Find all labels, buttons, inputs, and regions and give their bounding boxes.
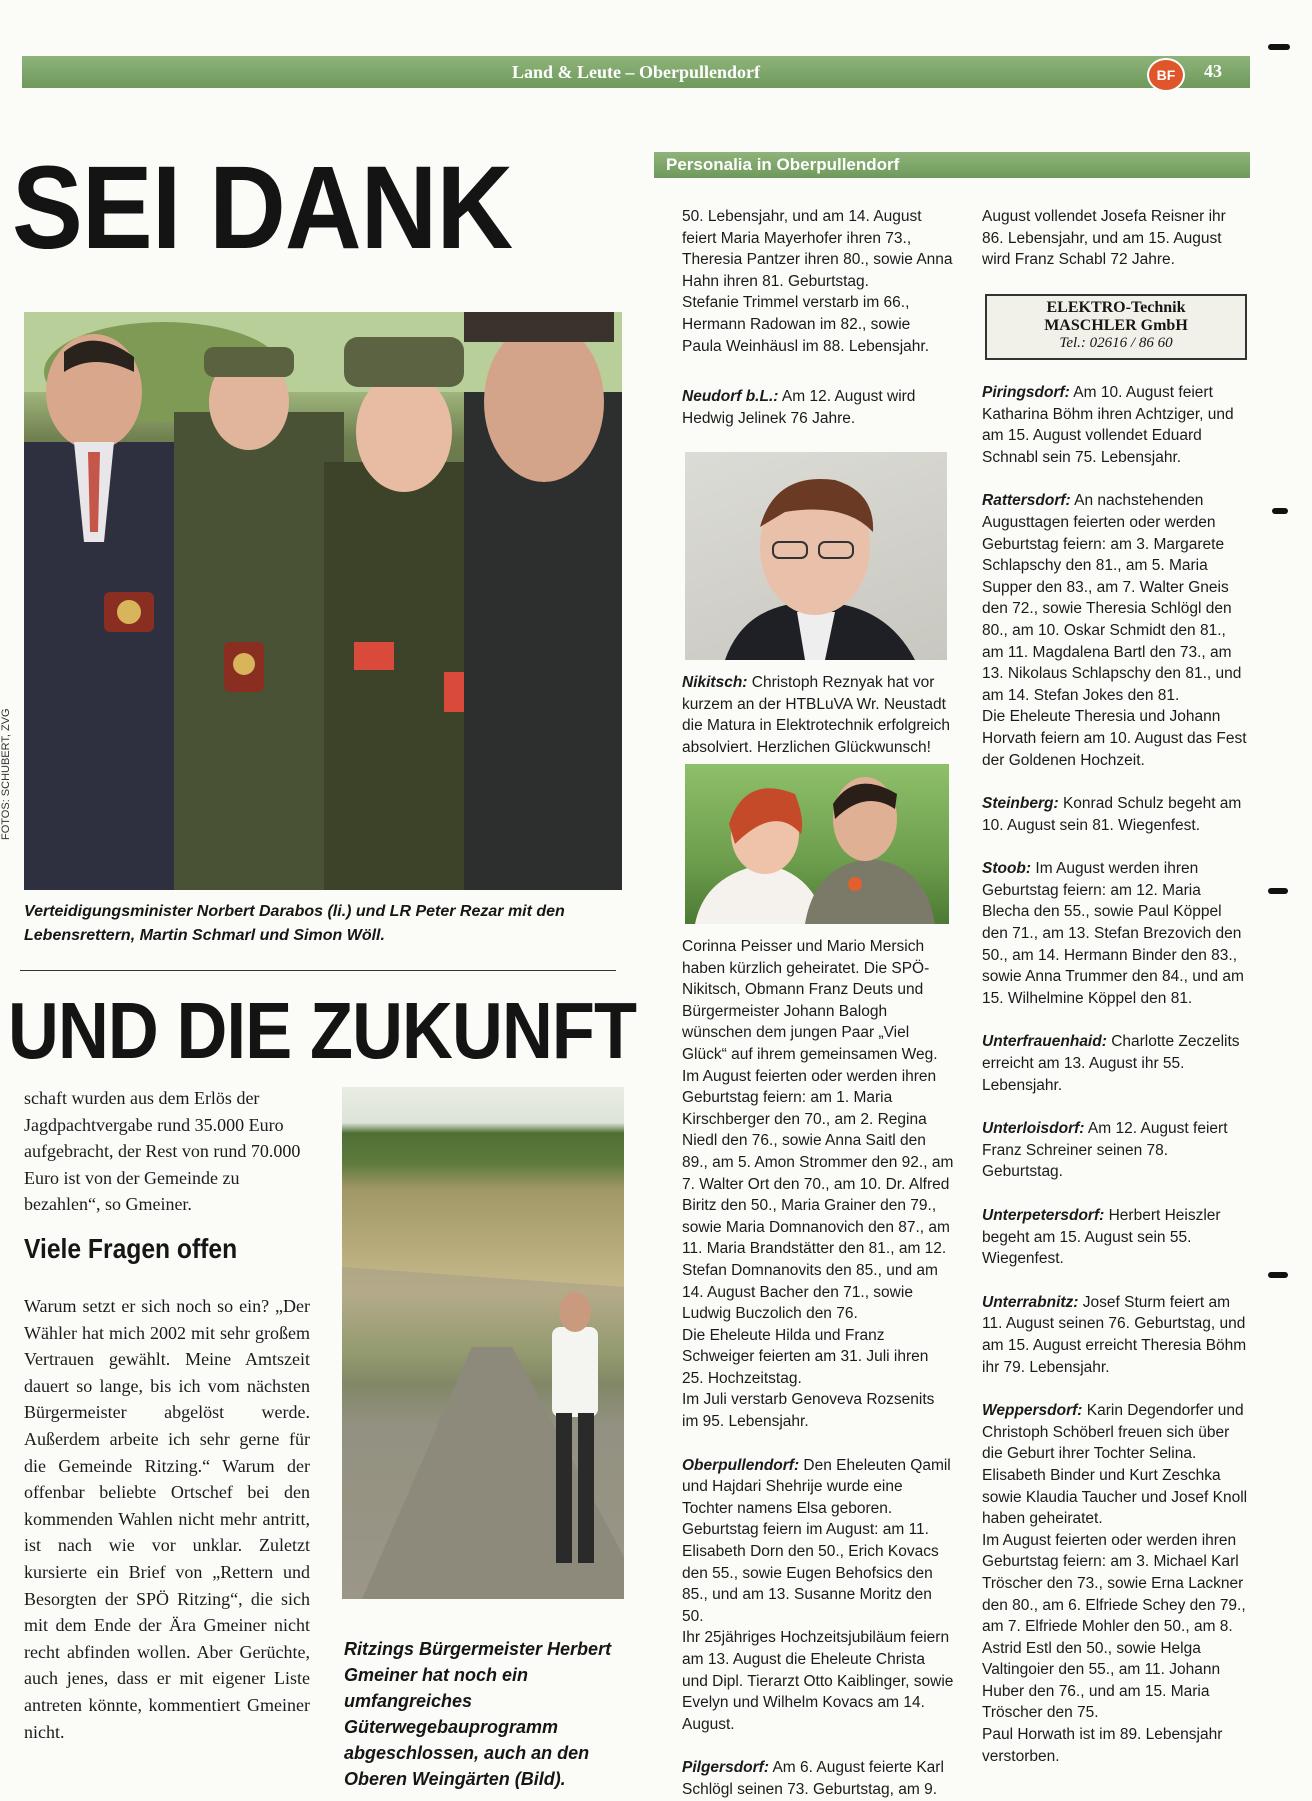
article-subheading: Viele Fragen offen bbox=[24, 1233, 238, 1264]
entry-neudorf bbox=[682, 386, 954, 429]
personalia-col3-main bbox=[982, 382, 1250, 1767]
entry-text: Konrad Schulz begeht am 10. August sein 81. Wiegenfest. bbox=[982, 795, 1242, 834]
entry-text: Am 6. August feierte Karl Schlögl seinen 73. Geburtstag, am 9. bbox=[682, 1759, 944, 1798]
scan-mark bbox=[1268, 44, 1290, 50]
personalia-header-bar bbox=[654, 152, 1250, 178]
place-piringsdorf: Piringsdorf: bbox=[982, 384, 1070, 401]
personalia-col3-top bbox=[982, 206, 1250, 271]
personalia-text: Paul Horwath ist im 89. Lebensjahr verstorben. bbox=[982, 1726, 1223, 1765]
personalia-text: Corinna Peisser und Mario Mersich haben kürzlich geheiratet. Die SPÖ-Nikitsch, Obmann Franz Deuts und Bürgermeister Johann Balogh wünschen dem jungen Paar „Viel Glück“ auf ihrem gemeinsamen Weg. bbox=[682, 938, 938, 1063]
place-stoob: Stoob: bbox=[982, 860, 1032, 878]
entry-text: Am 12. August feiert Franz Schreiner seinen 78. Geburtstag. bbox=[982, 1120, 1228, 1181]
advert-elektro-maschler bbox=[985, 294, 1247, 360]
entry-text: Christoph Reznyak hat vor kurzem an der HTBLuVA Wr. Neustadt die Matura in Elektrotechnik erfolgreich absolviert. Herzlichen Glückwunsch! bbox=[682, 674, 950, 756]
advert-phone: Tel.: 02616 / 86 60 bbox=[1059, 335, 1173, 351]
place-weppersdorf: Weppersdorf: bbox=[982, 1402, 1083, 1420]
advert-line1: ELEKTRO-Technik bbox=[1046, 299, 1186, 316]
photo-wedding-couple bbox=[685, 764, 949, 924]
place-unterpetersdorf: Unterpetersdorf: bbox=[982, 1207, 1105, 1224]
place-rattersdorf: Rattersdorf: bbox=[982, 492, 1071, 510]
place-unterloisdorf: Unterloisdorf: bbox=[982, 1120, 1085, 1138]
personalia-text: Die Eheleute Theresia und Johann Horvath feiern am 10. August das Fest der Goldenen Hochzeit. bbox=[982, 708, 1247, 769]
page-number: 43 bbox=[1204, 61, 1222, 81]
personalia-text: Elisabeth Binder und Kurt Zeschka sowie Klaudia Taucher und Josef Knoll haben geheiratet. bbox=[982, 1466, 1248, 1528]
entry-text: An nachstehenden Augusttagen feierten oder werden Geburtstag feiern: am 3. Margarete Schlapschy den 81., am 5. Maria Supper den 83., am 7. Walter Gneis den 72., sowie Theresia Schlögl den 80., am 10. Oskar Schmidt den 81., am 11. Magdalena Bartl den 73., am 13. Nikolaus Schlapschy den 81., und am 14. Stefan Jokes den 81. bbox=[982, 492, 1242, 704]
advert-line2: MASCHLER GmbH bbox=[1044, 317, 1188, 334]
mayor-road-illustration bbox=[342, 1087, 624, 1599]
scan-mark bbox=[1272, 508, 1288, 514]
place-steinberg: Steinberg: bbox=[982, 795, 1059, 813]
scan-mark bbox=[1268, 888, 1288, 894]
place-unterfrauenhaid: Unterfrauenhaid: bbox=[982, 1033, 1107, 1051]
caption-medal-ceremony: Verteidigungsminister Norbert Darabos (li.) und LR Peter Rezar mit den Lebensrettern, Martin Schmarl und Simon Wöll. bbox=[24, 903, 565, 944]
wedding-illustration bbox=[685, 764, 949, 924]
caption-mayor-road: Ritzings Bürgermeister Herbert Gmeiner hat noch ein umfangreiches Güterwegebauprogramm abgeschlossen, auch an den Oberen Weingärten (Bild). bbox=[344, 1639, 612, 1789]
article-body: Warum setzt er sich noch so ein? „Der Wähler hat mich 2002 mit sehr großem Vertrauen gewählt. Meine Amtszeit dauert so lange, bis ich vom nächsten Bürgermeister abgelöst werde. Außerdem arbeite ich sehr gerne für die Gemeinde Ritzing.“ Warum der offenbar beliebte Ortschef bei den kommenden Wahlen nicht mehr antritt, ist nach wie vor unklar. Zuletzt kursierte ein Brief von „Rettern und Besorgten der SPÖ Ritzing“, die sich mit dem Ende der Ära Gmeiner nicht recht abfinden wollen. Aber Gerüchte, auch jenes, dass er mit eigener Liste antreten könnte, kommentiert Gmeiner nicht. bbox=[24, 1296, 310, 1742]
section-title: Land & Leute – Oberpullendorf bbox=[511, 62, 761, 82]
portrait-illustration bbox=[685, 452, 947, 660]
section-header-bar bbox=[22, 56, 1250, 88]
entry-text: Den Eheleuten Qamil und Hajdari Shehrije wurde eine Tochter namens Elsa geboren. bbox=[682, 1456, 951, 1517]
entry-text: Am 12. August wird Hedwig Jelinek 76 Jahre. bbox=[682, 388, 916, 427]
photo-credit: FOTOS: SCHUBERT, ZVG bbox=[0, 708, 12, 840]
entry-text: Charlotte Zeczelits erreicht am 13. August ihr 55. Lebensjahr. bbox=[982, 1033, 1240, 1094]
entry-text: Im August werden ihren Geburtstag feiern: am 12. Maria Blecha den 55., sowie Paul Köppel den 71., am 13. Stefan Brezovich den 50., am 14. Hermann Binder den 83., sowie Anna Trummer den 84., und am 15. Wilhelmine Köppel den 81. bbox=[982, 860, 1244, 1007]
entry-text: Herbert Heiszler begeht am 15. August sein 55. Wiegenfest. bbox=[982, 1207, 1221, 1268]
place-unterrabnitz: Unterrabnitz: bbox=[982, 1293, 1079, 1311]
personalia-text: 50. Lebensjahr, und am 14. August feiert Maria Mayerhofer ihren 73., Theresia Pantzer ihren 80., sowie Anna Hahn ihren 81. Geburtstag. bbox=[682, 208, 953, 290]
place-pilgersdorf: Pilgersdorf: bbox=[682, 1759, 769, 1777]
photo-mayor-road bbox=[342, 1087, 624, 1599]
divider bbox=[20, 970, 616, 971]
photo-medal-ceremony bbox=[24, 312, 622, 890]
place-nikitsch: Nikitsch: bbox=[682, 674, 748, 691]
personalia-text: Geburtstag feiern im August: am 11. Elisabeth Dorn den 50., Erich Kovacs den 55., sowie Eugen Behofsics den 85., und am 13. Susanne Moritz den 50. bbox=[682, 1521, 939, 1625]
headline-und-die-zukunft: UND DIE ZUKUNFT bbox=[8, 986, 637, 1075]
place-neudorf: Neudorf b.L.: bbox=[682, 388, 779, 405]
scan-mark bbox=[1268, 1272, 1288, 1278]
article-intro: schaft wurden aus dem Erlös der Jagdpachtvergabe rund 35.000 Euro aufgebracht, der Rest von rund 70.000 Euro ist von der Gemeinde zu bezahlen“, so Gmeiner. bbox=[24, 1088, 301, 1215]
headline-sei-dank: SEI DANK bbox=[12, 142, 513, 274]
photo-christoph-reznyak bbox=[685, 452, 947, 660]
bf-logo: BF bbox=[1147, 58, 1185, 92]
personalia-text: Im Juli verstarb Genoveva Rozsenits im 95. Lebensjahr. bbox=[682, 1391, 935, 1431]
personalia-title: Personalia in Oberpullendorf bbox=[666, 155, 900, 174]
entry-nikitsch bbox=[682, 672, 954, 758]
personalia-text: Ihr 25jähriges Hochzeitsjubiläum feiern am 13. August die Eheleute Christa und Dipl. Tierarzt Otto Kaiblinger, sowie Evelyn und Wilhelm Kovacs am 14. August. bbox=[682, 1629, 954, 1733]
personalia-text: Die Eheleute Hilda und Franz Schweiger feierten am 31. Juli ihren 25. Hochzeitstag. bbox=[682, 1326, 929, 1387]
personalia-col2-main bbox=[682, 936, 954, 1801]
personalia-text: Im August feierten oder werden ihren Geburtstag feiern: am 1. Maria Kirschberger den 70., am 2. Regina Niedl den 76., sowie Anna Saitl den 89., am 5. Amon Strommer den 92., am 7. Walter Ort den 70., am 10. Dr. Alfred Biritz den 50., Maria Grainer den 79., sowie Maria Domnanovich den 87., am 11. Maria Brandstätter den 81., am 12. Stefan Domnanovits den 85., und am 14. August Bacher den 71., sowie Ludwig Buczolich den 76. bbox=[682, 1067, 954, 1323]
entry-text: Josef Sturm feiert am 11. August seinen 76. Geburtstag, und am 15. August erreicht Theresia Böhm ihr 79. Lebensjahr. bbox=[982, 1293, 1247, 1376]
place-oberpullendorf: Oberpullendorf: bbox=[682, 1456, 800, 1474]
medal-ceremony-illustration bbox=[24, 312, 622, 890]
personalia-text: August vollendet Josefa Reisner ihr 86. Lebensjahr, und am 15. August wird Franz Schabl 72 Jahre. bbox=[982, 208, 1226, 269]
entry-text: Karin Degendorfer und Christoph Schöberl freuen sich über die Geburt ihrer Tochter Selina. bbox=[982, 1402, 1244, 1463]
personalia-col2-top bbox=[682, 206, 954, 357]
entry-text: Am 10. August feiert Katharina Böhm ihren Achtziger, und am 15. August vollendet Eduard Schnabl sein 75. Lebensjahr. bbox=[982, 384, 1234, 466]
personalia-text: Im August feierten oder werden ihren Geburtstag feiern: am 3. Michael Karl Tröscher den 73., sowie Erna Lackner den 80., am 6. Elfriede Schey den 79., am 7. Elfriede Mohler den 50., am 8. Astrid Estl den 50., sowie Helga Valtingoier den 55., am 11. Johann Huber den 76., und am 15. Maria Tröscher den 75. bbox=[982, 1531, 1246, 1722]
personalia-text: Stefanie Trimmel verstarb im 66., Hermann Radowan im 82., sowie Paula Weinhäusl im 88. Lebensjahr. bbox=[682, 294, 930, 355]
